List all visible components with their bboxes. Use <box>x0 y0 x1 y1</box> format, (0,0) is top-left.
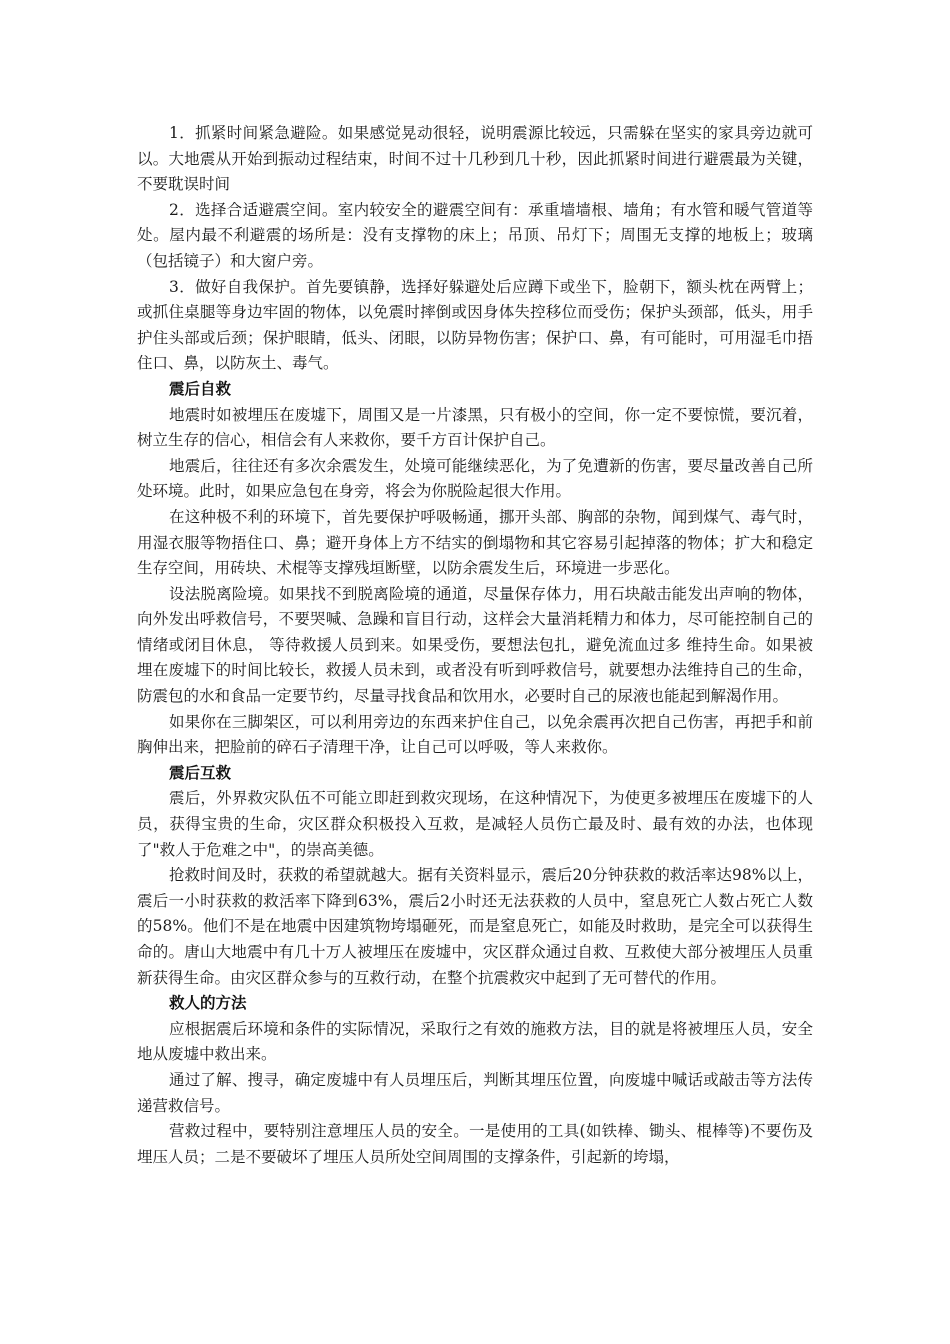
paragraph: 1．抓紧时间紧急避险。如果感觉晃动很轻，说明震源比较远，只需躲在坚实的家具旁边就可以。大地震从开始到振动过程结束，时间不过十几秒到几十秒，因此抓紧时间进行避震最为关键，不要耽误时间 <box>137 124 813 194</box>
paragraph: 抢救时间及时，获救的希望就越大。据有关资料显示，震后20分钟获救的救活率达98%以上，震后一小时获救的救活率下降到63%，震后2小时还无法获救的人员中，窒息死亡人数占死亡人数的58%。他们不是在地震中因建筑物垮塌砸死，而是窒息死亡，如能及时救助，是完全可以获得生命的。唐山大地震中有几十万人被埋压在废墟中，灾区群众通过自救、互救使大部分被埋压人员重新获得生命。由灾区群众参与的互救行动，在整个抗震救灾中起到了无可替代的作用。 <box>137 866 813 987</box>
paragraph: 震后，外界救灾队伍不可能立即赶到救灾现场，在这种情况下，为使更多被埋压在废墟下的人员，获得宝贵的生命，灾区群众积极投入互救，是减轻人员伤亡最及时、最有效的办法，也体现了"救人于危难之中"，的崇高美德。 <box>137 789 813 859</box>
section-heading: 震后自救 <box>169 379 232 398</box>
paragraph: 设法脱离险境。如果找不到脱离险境的通道，尽量保存体力，用石块敲击能发出声响的物体，向外发出呼救信号，不要哭喊、急躁和盲目行动，这样会大量消耗精力和体力，尽可能控制自己的情绪或闭目休息， 等待救援人员到来。如果受伤，要想法包扎，避免流血过多 维持生命。如果被埋在废墟下的时间比较长，救援人员未到，或者没有听到呼救信号，就要想办法维持自己的生命，防震包的水和食品一定要节约，尽量寻找食品和饮用水，必要时自己的尿液也能起到解渴作用。 <box>137 584 813 706</box>
section-heading: 震后互救 <box>169 763 232 782</box>
paragraph: 地震后，往往还有多次余震发生，处境可能继续恶化，为了免遭新的伤害，要尽量改善自己所处环境。此时，如果应急包在身旁，将会为你脱险起很大作用。 <box>137 456 813 501</box>
document-body <box>137 121 813 1170</box>
paragraph: 3．做好自我保护。首先要镇静，选择好躲避处后应蹲下或坐下，脸朝下，额头枕在两臂上；或抓住桌腿等身边牢固的物体，以免震时摔倒或因身体失控移位而受伤；保护头颈部，低头，用手护住头部或后颈；保护眼睛，低头、闭眼，以防异物伤害；保护口、鼻，有可能时，可用湿毛巾捂住口、鼻，以防灰土、毒气。 <box>137 277 813 373</box>
paragraph: 2．选择合适避震空间。室内较安全的避震空间有：承重墙墙根、墙角；有水管和暖气管道等处。屋内最不利避震的场所是：没有支撑物的床上；吊顶、吊灯下；周围无支撑的地板上；玻璃（包括镜子）和大窗户旁。 <box>137 200 813 270</box>
paragraph: 应根据震后环境和条件的实际情况，采取行之有效的施救方法，目的就是将被埋压人员，安全地从废墟中救出来。 <box>137 1019 813 1064</box>
paragraph: 如果你在三脚架区，可以利用旁边的东西来护住自己，以免余震再次把自己伤害，再把手和前胸伸出来，把脸前的碎石子清理干净，让自己可以呼吸，等人来救你。 <box>137 712 813 757</box>
paragraph: 营救过程中，要特别注意埋压人员的安全。一是使用的工具(如铁棒、锄头、棍棒等)不要伤及埋压人员；二是不要破坏了埋压人员所处空间周围的支撑条件，引起新的垮塌， <box>137 1122 813 1166</box>
paragraph: 通过了解、搜寻，确定废墟中有人员埋压后，判断其埋压位置，向废墟中喊话或敲击等方法传递营救信号。 <box>137 1070 813 1115</box>
paragraph: 在这种极不利的环境下，首先要保护呼吸畅通，挪开头部、胸部的杂物，闻到煤气、毒气时，用湿衣服等物捂住口、鼻；避开身体上方不结实的倒塌物和其它容易引起掉落的物体；扩大和稳定生存空间，用砖块、术棍等支撑残垣断壁，以防余震发生后，环境进一步恶化。 <box>137 507 813 578</box>
paragraph: 地震时如被埋压在废墟下，周围又是一片漆黑，只有极小的空间，你一定不要惊慌，要沉着，树立生存的信心，相信会有人来救你，要千方百计保护自己。 <box>137 405 813 450</box>
section-heading: 救人的方法 <box>169 994 247 1013</box>
